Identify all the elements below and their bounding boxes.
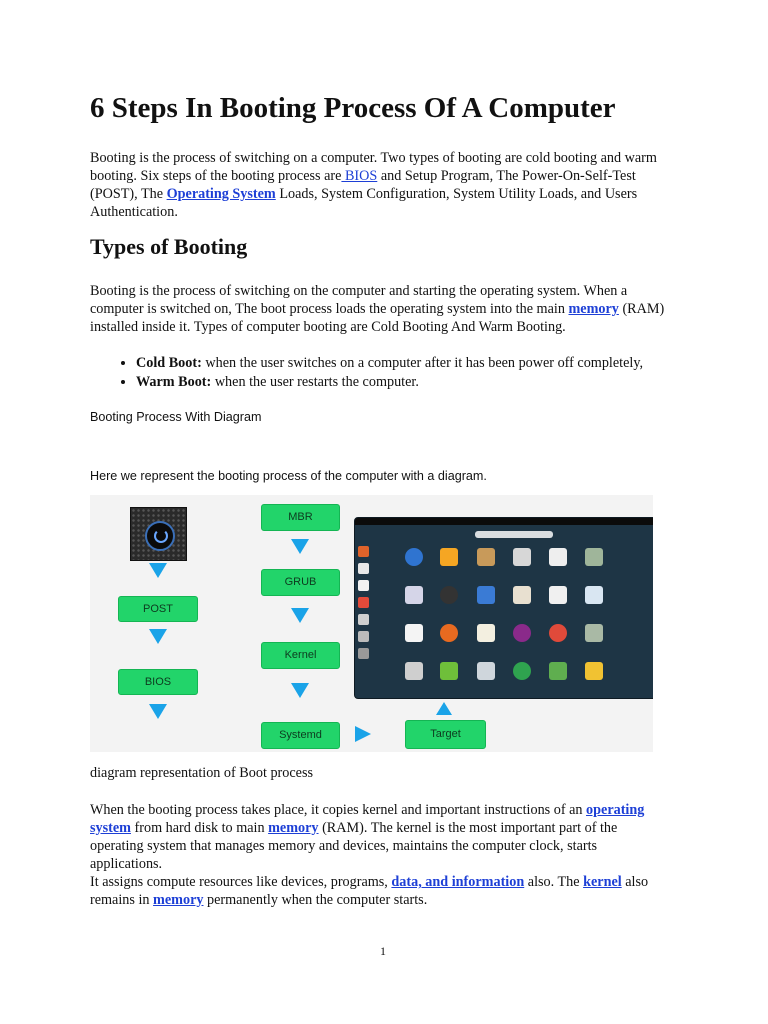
memory-link[interactable]: memory [153,892,204,908]
grub-box: GRUB [261,569,340,596]
types-text-1: Booting is the process of switching on the computer and starting the operating system. When a computer is switched on, The boot process loads the operating system into the main [90,283,628,317]
intro-text-1: Booting is the process of switching on a computer. Two types of booting are cold booting and warm booting. Six steps of the booting process are [90,150,657,184]
boot-process-diagram [90,495,653,752]
arrow-down-icon [291,683,309,698]
diagram-intro: Here we represent the booting process of the computer with a diagram. [90,469,487,483]
arrow-down-icon [149,704,167,719]
target-box: Target [405,720,486,749]
kernel-box: Kernel [261,642,340,669]
data-information-link[interactable]: data, and information [391,874,525,890]
cold-boot-text: when the user switches on a computer after it has been power off completely, [201,355,644,371]
warm-boot-text: when the user restarts the computer. [211,374,419,390]
closing-text-2: from hard disk to main [130,820,269,836]
page-title: 6 Steps In Booting Process Of A Computer [90,92,616,124]
arrow-right-icon [355,726,371,742]
arrow-down-icon [149,629,167,644]
diagram-caption: diagram representation of Boot process [90,765,313,781]
bios-box: BIOS [118,669,198,695]
power-button-icon [130,507,187,561]
closing-text-3: (RAM). The kernel is the most important part of the operating system that manages memory and devices, maintains the computer clock, starts applications. [90,820,618,872]
bios-link[interactable]: BIOS [341,168,378,184]
closing-text-6: also remains in [90,874,649,908]
arrow-up-icon [436,702,452,715]
memory-link[interactable]: memory [268,820,319,836]
intro-text-2: and Setup Program, The Power-On-Self-Test (POST), The [90,168,636,202]
closing-paragraph [90,801,665,909]
arrow-down-icon [291,608,309,623]
memory-link[interactable]: memory [568,301,619,317]
types-paragraph [90,282,680,336]
diagram-heading: Booting Process With Diagram [90,410,262,424]
cold-boot-term: Cold Boot: [136,355,202,371]
desktop-screenshot [354,517,653,699]
page-number: 1 [380,944,386,958]
operating-system-link[interactable]: operating system [90,802,645,836]
search-bar-icon [475,531,553,538]
systemd-box: Systemd [261,722,340,749]
arrow-down-icon [149,563,167,578]
warm-boot-term: Warm Boot: [136,374,212,390]
post-box: POST [118,596,198,622]
types-heading: Types of Booting [90,234,248,259]
intro-text-3: Loads, System Configuration, System Utility Loads, and Users Authentication. [90,186,638,220]
closing-text-7: permanently when the computer starts. [203,892,428,908]
list-item [136,354,736,373]
dock-icons [358,546,370,665]
arrow-down-icon [291,539,309,554]
operating-system-link[interactable]: Operating System [166,186,276,202]
intro-paragraph [90,149,680,221]
mbr-box: MBR [261,504,340,531]
boot-types-list [90,354,736,392]
closing-text-4: It assigns compute resources like devices, programs, [90,874,392,890]
kernel-link[interactable]: kernel [583,874,622,890]
closing-text-1: When the booting process takes place, it copies kernel and important instructions of an [90,802,587,818]
list-item [136,373,736,392]
types-text-2: (RAM) installed inside it. Types of computer booting are Cold Booting And Warm Booting. [90,301,665,335]
closing-text-5: also. The [524,874,584,890]
